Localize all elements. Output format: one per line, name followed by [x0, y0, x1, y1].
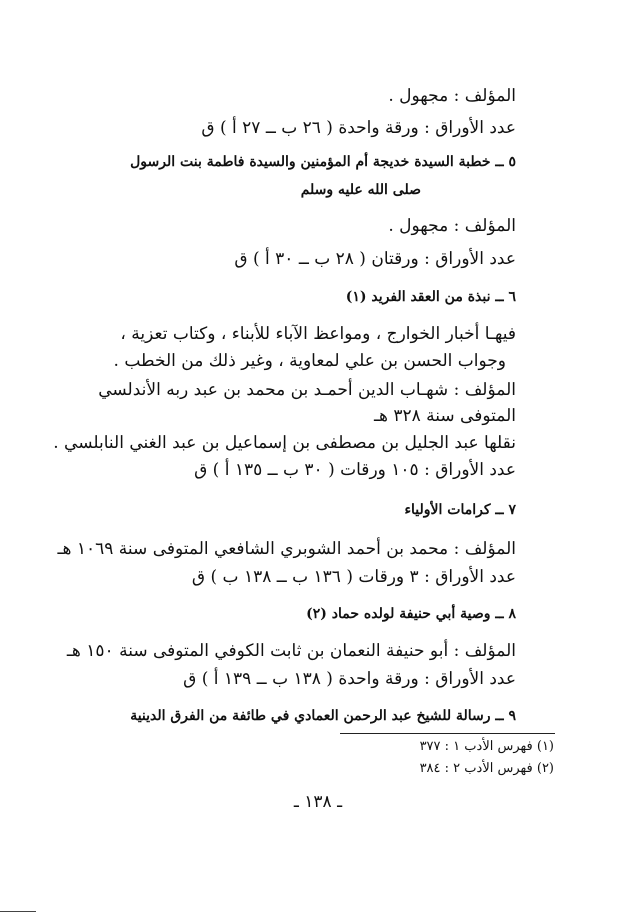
- author-line-8: المؤلف : أبو حنيفة النعمان بن ثابت الكوفي المتوفى سنة ١٥٠ هـ: [66, 641, 516, 661]
- entry-8-title: ٨ ــ وصية أبي حنيفة لولده حماد (٢): [306, 606, 516, 622]
- author-line-5: المؤلف : مجهول .: [388, 216, 516, 236]
- author-line-6: المؤلف : شهـاب الدين أحمـد بن محمد بن عبد ربه الأندلسي: [98, 380, 516, 400]
- page-number: ـ ١٣٨ ـ: [293, 792, 343, 812]
- author-line-7: المؤلف : محمد بن أحمد الشوبري الشافعي المتوفى سنة ١٠٦٩ هـ: [57, 539, 516, 559]
- entry-9-title: ٩ ــ رسالة للشيخ عبد الرحمن العمادي في طائفة من الفرق الدينية: [130, 708, 516, 724]
- pages-line-5: عدد الأوراق : ورقتان ( ٢٨ ب ــ ٣٠ أ ) ق: [234, 249, 516, 269]
- pages-line-7: عدد الأوراق : ٣ ورقات ( ١٣٦ ب ــ ١٣٨ ب ) ق: [191, 567, 516, 587]
- entry-7-title: ٧ ــ كرامات الأولياء: [404, 502, 516, 518]
- footnote-divider: [340, 733, 555, 734]
- entry-5-title-cont: صلى الله عليه وسلم: [300, 182, 421, 198]
- pages-line-8: عدد الأوراق : ورقة واحدة ( ١٣٨ ب ــ ١٣٩ أ ) ق: [183, 669, 516, 689]
- pages-line-4: عدد الأوراق : ورقة واحدة ( ٢٦ ب ــ ٢٧ أ ) ق: [201, 118, 516, 138]
- author-line-4: المؤلف : مجهول .: [388, 86, 516, 106]
- pages-line-6: عدد الأوراق : ١٠٥ ورقات ( ٣٠ ب ــ ١٣٥ أ ) ق: [194, 460, 516, 480]
- entry-6-title: ٦ ــ نبذة من العقد الفريد (١): [345, 289, 516, 305]
- copyist-line-6: نقلها عبد الجليل بن مصطفى بن إسماعيل بن عبد الغني النابلسي .: [53, 433, 516, 453]
- footnote-2: (٢) فهرس الأدب ٢ : ٣٨٤: [419, 761, 554, 776]
- author-death-line-6: المتوفى سنة ٣٢٨ هـ: [373, 406, 516, 426]
- page-edge-divider: [0, 911, 36, 912]
- entry-6-description-2: وجواب الحسن بن علي لمعاوية ، وغير ذلك من الخطب .: [113, 351, 506, 371]
- entry-5-title: ٥ ــ خطبة السيدة خديجة أم المؤمنين والسيدة فاطمة بنت الرسول: [130, 154, 516, 170]
- entry-6-description-1: فيهـا أخبار الخوارج ، ومواعظ الآباء للأبناء ، وكتاب تعزية ،: [120, 324, 516, 344]
- footnote-1: (١) فهرس الأدب ١ : ٣٧٧: [419, 739, 554, 754]
